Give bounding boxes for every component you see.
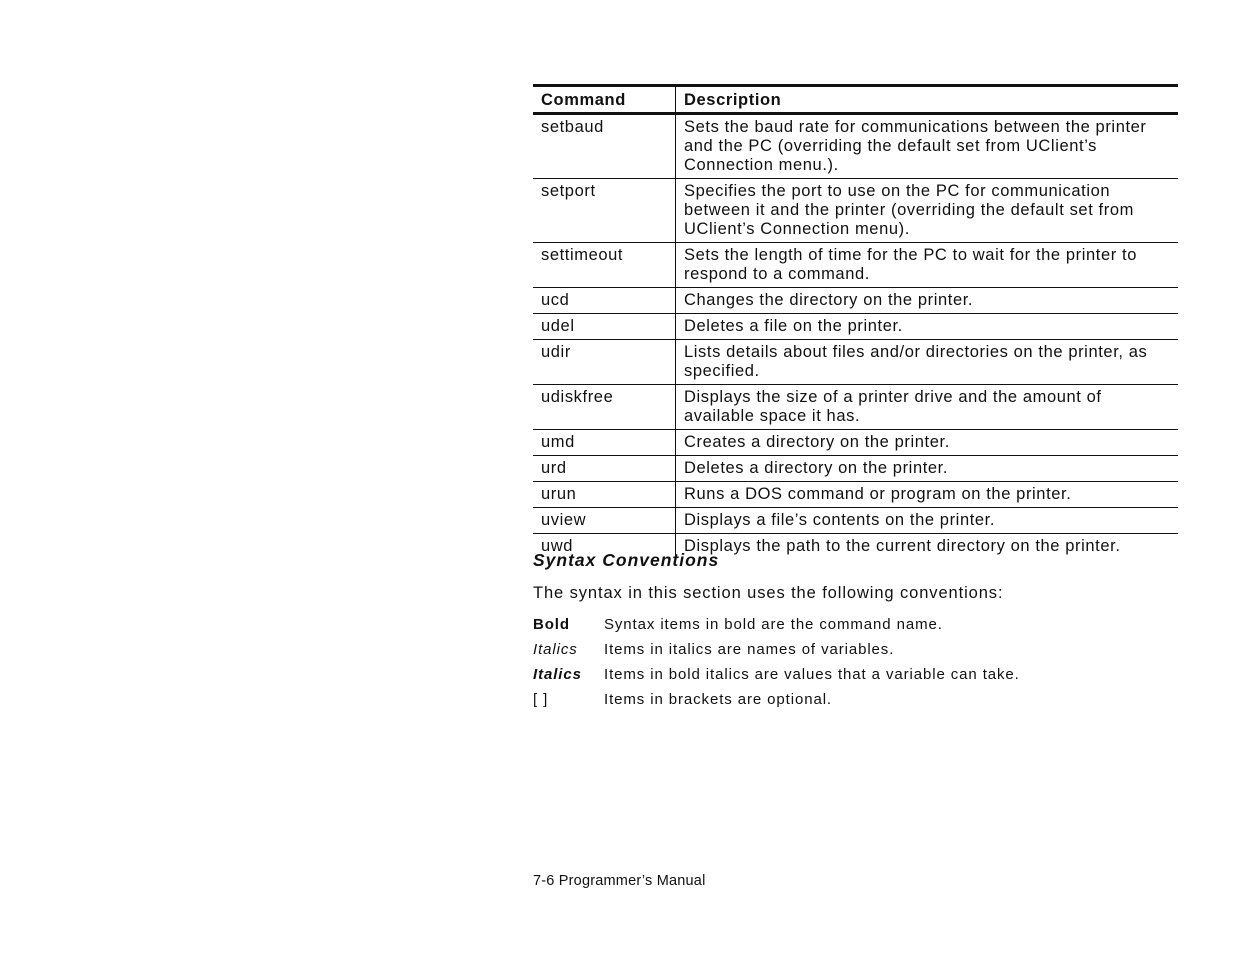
description-cell: Sets the baud rate for communications between the printer and the PC (overriding the default set from UClient’s Connection menu.). — [676, 114, 1179, 179]
command-table-container — [533, 84, 1178, 556]
table-row — [533, 288, 1178, 314]
table-row — [533, 114, 1178, 179]
command-cell: udel — [533, 314, 676, 340]
table-row — [533, 179, 1178, 243]
table-row — [533, 482, 1178, 508]
description-cell: Sets the length of time for the PC to wait for the printer to respond to a command. — [676, 243, 1179, 288]
convention-term-bold-italic: Italics — [533, 666, 582, 683]
table-header-row — [533, 86, 1178, 114]
column-header-command: Command — [533, 86, 676, 114]
column-header-description: Description — [684, 90, 782, 109]
conventions-list — [533, 616, 1020, 716]
convention-item — [533, 641, 1020, 666]
table-row — [533, 456, 1178, 482]
command-cell: settimeout — [533, 243, 676, 288]
description-cell: Changes the directory on the printer. — [676, 288, 1179, 314]
convention-text: Items in bold italics are values that a variable can take. — [604, 666, 1020, 683]
convention-term-italic: Italics — [533, 641, 578, 658]
description-cell: Deletes a directory on the printer. — [676, 456, 1179, 482]
command-cell: setbaud — [533, 114, 676, 179]
table-row — [533, 430, 1178, 456]
command-cell: umd — [533, 430, 676, 456]
convention-term-brackets: [ ] — [533, 691, 549, 708]
command-cell: setport — [533, 179, 676, 243]
description-cell: Runs a DOS command or program on the printer. — [676, 482, 1179, 508]
description-cell: Displays a file’s contents on the printer. — [676, 508, 1179, 534]
table-row — [533, 340, 1178, 385]
syntax-intro-text: The syntax in this section uses the following conventions: — [533, 584, 1004, 602]
command-table — [533, 84, 1178, 556]
command-cell: uwd — [533, 534, 676, 557]
convention-text: Items in italics are names of variables. — [604, 641, 895, 658]
convention-item — [533, 666, 1020, 691]
command-cell: udir — [533, 340, 676, 385]
table-row — [533, 243, 1178, 288]
command-cell: urun — [533, 482, 676, 508]
description-cell: Creates a directory on the printer. — [676, 430, 1179, 456]
convention-item — [533, 616, 1020, 641]
convention-term-bold: Bold — [533, 616, 570, 633]
description-cell: Specifies the port to use on the PC for communication between it and the printer (overriding the default set from UClient’s Connection menu). — [676, 179, 1179, 243]
description-cell: Displays the path to the current directory on the printer. — [684, 537, 1121, 555]
table-row — [533, 314, 1178, 340]
table-row — [533, 508, 1178, 534]
command-cell: udiskfree — [533, 385, 676, 430]
table-row — [533, 385, 1178, 430]
convention-text: Items in brackets are optional. — [604, 691, 832, 708]
command-cell: ucd — [533, 288, 676, 314]
command-cell: urd — [533, 456, 676, 482]
description-cell: Deletes a file on the printer. — [676, 314, 1179, 340]
page-footer: 7-6 Programmer’s Manual — [533, 873, 706, 889]
section-title-syntax-conventions: Syntax Conventions — [533, 550, 720, 570]
convention-item — [533, 691, 1020, 716]
convention-text: Syntax items in bold are the command name. — [604, 616, 943, 633]
command-cell: uview — [533, 508, 676, 534]
description-cell: Displays the size of a printer drive and the amount of available space it has. — [676, 385, 1179, 430]
description-cell: Lists details about files and/or directories on the printer, as specified. — [676, 340, 1179, 385]
